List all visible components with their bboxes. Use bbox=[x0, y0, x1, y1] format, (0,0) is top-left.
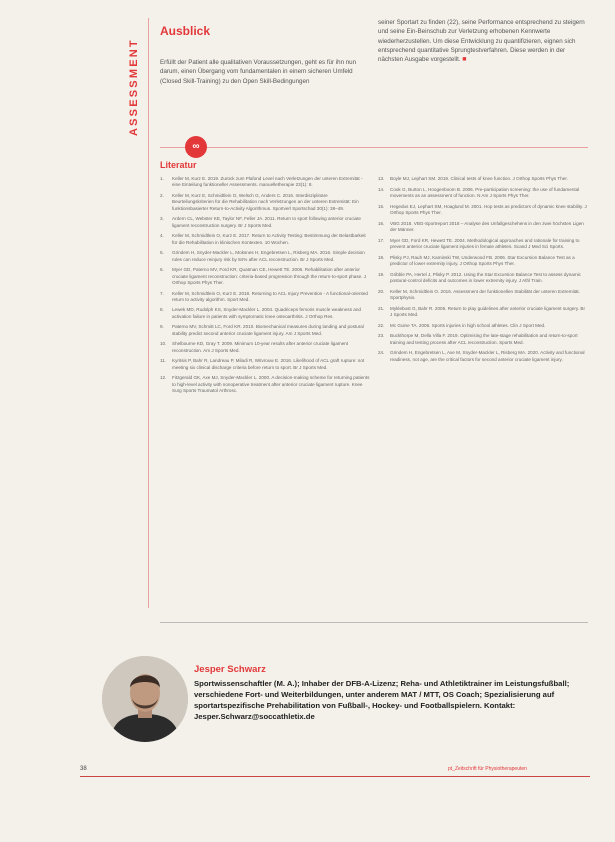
reference-text: Myer GD, Paterno MV, Ford KR, Quatman CE, Hewett TE. 2006. Rehabilitation after anterior cruciate ligament reconstruction: criteria-based progression through the return-to-sport phase. J Orthop Sports Phys Ther. bbox=[172, 267, 367, 285]
reference-number: 13. bbox=[378, 176, 385, 181]
reference-number: 20. bbox=[378, 288, 385, 294]
reference-item bbox=[378, 306, 588, 319]
reference-number: 8. bbox=[160, 307, 164, 313]
body-text-right-content: seiner Sportart zu finden (22), seine Performance entsprechend zu steigern und seine Ein-Beinschub zur Verletzung erhobenen Kennwerte wiederherzustellen. Um diese Entwicklung zu quantifizieren, eignen sich entsprechend quantitative Sprungtestverfahren. Diese werden in der nächsten Ausgabe vorgestellt. bbox=[378, 19, 585, 64]
section-label: ASSESSMENT bbox=[128, 38, 140, 137]
reference-number: 1. bbox=[160, 176, 164, 181]
reference-item bbox=[378, 289, 588, 302]
reference-text: Hegedus EJ, Lephart SM, Hoaglund M. 2001. Hop tests as predictors of dynamic knee stability. J Orthop Sports Phys Ther. bbox=[390, 203, 587, 215]
person-icon bbox=[102, 656, 188, 742]
reference-number: 15. bbox=[378, 203, 385, 209]
reference-text: Kyritsis P, Bahr R, Landreau P, Miladi R, Witvrouw E. 2016. Likelihood of ACL graft rupture: not meeting six clinical discharge criteria before return to sport. Br J Sports Med. bbox=[172, 358, 365, 370]
reference-item bbox=[378, 238, 588, 251]
reference-item bbox=[160, 250, 370, 263]
reference-text: Myklebust G, Bahr R. 2005. Return to play guidelines after anterior cruciate ligament surgery. Br J Sports Med. bbox=[390, 305, 585, 317]
reference-text: Keller M, Schmidtlein O. 2016. Assessment der funktionellen Stabilität der unteren Extremität. Sportphysio. bbox=[390, 288, 580, 300]
reference-item bbox=[378, 272, 588, 285]
reference-text: Ardern CL, Webster KE, Taylor NF, Feller JA. 2011. Return to sport following anterior cruciate ligament reconstruction surgery. Br J Sports Med. bbox=[172, 216, 361, 228]
body-text-left-content: Erfüllt der Patient alle qualitativen Voraussetzungen, geht es für ihn nun darum, einen Übergang vom fundamentalen in einem sicheren Umfeld (Closed Skill-Training) zu den Open Skill-Bedingungen bbox=[160, 59, 357, 85]
reference-item bbox=[160, 307, 370, 320]
section-heading: Ausblick bbox=[160, 24, 211, 38]
reference-number: 11. bbox=[160, 358, 167, 364]
reference-number: 18. bbox=[378, 254, 385, 260]
reference-text: Buckthorpe M, Della Villa F. 2019. Optimising the late-stage rehabilitation and return-to-sport training and testing process after ACL reconstruction. Sports Med. bbox=[390, 333, 578, 345]
reference-text: Gribble PA, Hertel J, Plisky P. 2012. Using the Star Excursion Balance Test to assess dynamic postural-control deficits and outcomes in lower extremity injury. J Athl Train. bbox=[390, 271, 581, 283]
reference-text: Cook G, Burton L, Hoogenboom B. 2006. Pre-participation screening: the use of fundamental movements as an assessment of function. N Am J Sports Phys Ther. bbox=[390, 186, 580, 198]
section-divider bbox=[148, 18, 149, 608]
reference-item bbox=[378, 323, 588, 329]
reference-item bbox=[160, 176, 370, 189]
reference-text: Shelbourne KD, Gray T. 2009. Minimum 10-year results after anterior cruciate ligament reconstruction. Am J Sports Med. bbox=[172, 341, 349, 353]
author-name: Jesper Schwarz bbox=[194, 664, 266, 675]
reference-text: VBG 2018. VBG-Sportreport 2018 – Analyse des Unfallgeschehens in den zwei höchsten Ligen der Männer. bbox=[390, 220, 584, 232]
references-end-rule bbox=[160, 622, 588, 623]
reference-number: 23. bbox=[378, 333, 385, 339]
end-mark-icon: ■ bbox=[462, 56, 467, 64]
reference-item bbox=[378, 333, 588, 346]
body-text-left bbox=[160, 58, 368, 86]
reference-item bbox=[378, 255, 588, 268]
author-photo bbox=[102, 656, 188, 742]
references-right bbox=[378, 176, 588, 367]
reference-item bbox=[160, 341, 370, 354]
reference-number: 3. bbox=[160, 216, 164, 222]
reference-number: 7. bbox=[160, 290, 164, 296]
reference-number: 2. bbox=[160, 192, 164, 198]
footer-rule bbox=[80, 776, 590, 777]
reference-item bbox=[378, 204, 588, 217]
reference-number: 21. bbox=[378, 305, 385, 311]
reference-item bbox=[160, 216, 370, 229]
reference-item bbox=[378, 176, 588, 182]
reference-number: 12. bbox=[160, 375, 167, 381]
reference-text: Grindem H, Engebretsen L, Axe M, Snyder-Mackler L, Risberg MA. 2020. Activity and functional readiness, not age, are the critical factors for second anterior cruciate ligament injury. bbox=[390, 350, 585, 362]
reference-number: 22. bbox=[378, 322, 385, 328]
reference-item bbox=[378, 187, 588, 200]
reference-text: Plisky PJ, Rauh MJ, Kaminski TW, Underwood FB. 2006. Star Excursion Balance Test as a predictor of lower extremity injury. J Orthop Sports Phys Ther. bbox=[390, 254, 575, 266]
page-number: 38 bbox=[80, 766, 87, 772]
reference-item bbox=[378, 221, 588, 234]
author-bio: Sportwissenschaftler (M. A.); Inhaber der DFB-A-Lizenz; Reha- und Athletiktrainer im Leistungsfußball; verschiedene Fort- und Weiterbildungen, unter anderem MAT / MTT, OS Coach; Spezialisierung auf sportartspezifische Prehabilitation von Fußball-, Hockey- und Footballspielern. Kontakt: Jesper.Schwarz@soccathletix.de bbox=[194, 679, 570, 721]
reference-item bbox=[160, 324, 370, 337]
reference-item bbox=[160, 193, 370, 212]
reference-text: Paterno MV, Schmitt LC, Ford KR. 2010. Biomechanical measures during landing and postural stability predict second anterior cruciate ligament injury. Am J Sports Med. bbox=[172, 324, 364, 336]
reference-item bbox=[160, 375, 370, 394]
reference-text: Keller M, Schmidtlein O, Kurz E. 2018. Returning to ACL Injury Prevention - A functional-oriented return to activity algorithm. Sport Med. bbox=[172, 290, 368, 302]
reference-text: Fitzgerald GK, Axe MJ, Snyder-Mackler L. 2000. A decision-making scheme for returning patients to high-level activity with nonoperative treatment after anterior cruciate ligament rupture. Knee Surg Sports Traumatol Arthrosc. bbox=[172, 375, 370, 394]
reference-text: Myer GD, Ford KR, Hewett TE. 2004. Methodological approaches and rationale for training to prevent anterior cruciate ligament injuries in female athletes. Scand J Med Sci Sports. bbox=[390, 237, 580, 249]
reference-number: 9. bbox=[160, 324, 164, 330]
reference-text: Grindem H, Snyder-Mackler L, Moksnes H, Engebretsen L, Risberg MA. 2016. Simple decision rules can reduce reinjury risk by 84% after ACL reconstruction. Br J Sports Med. bbox=[172, 250, 365, 262]
body-text-right bbox=[378, 18, 588, 64]
reference-number: 5. bbox=[160, 250, 164, 256]
reference-number: 10. bbox=[160, 341, 167, 347]
footer-source: pt_Zeitschrift für Physiotherapeuten bbox=[448, 766, 527, 772]
reference-number: 14. bbox=[378, 186, 385, 192]
reference-text: Boyle MJ, Lephart SM. 2019. Clinical tests of knee function. J Orthop Sports Phys Ther. bbox=[390, 176, 568, 181]
reference-number: 24. bbox=[378, 350, 385, 356]
reference-item bbox=[160, 267, 370, 286]
literature-heading: Literatur bbox=[160, 160, 197, 170]
reference-item bbox=[160, 358, 370, 371]
reference-number: 17. bbox=[378, 237, 385, 243]
reference-text: Keller M, Kurz E, Schmidtlein O, Welsch G, Anders C. 2016. Interdisziplinäre Beurteilungskriterien für die Rehabilitation nach Verletzungen an der unteren Extremität: Ein funktionsbasierter Return-to-Activity Algorithmus. Sportverl Sportschad 30(1): 38–49. bbox=[172, 192, 359, 211]
reference-text: Lewek MD, Rudolph KS, Snyder-Mackler L. 2004. Quadriceps femoris muscle weakness and activation failure in patients with symptomatic knee osteoarthritis. J Orthop Res. bbox=[172, 307, 361, 319]
literature-icon: ∞ bbox=[185, 136, 207, 158]
reference-number: 6. bbox=[160, 267, 164, 273]
reference-item bbox=[160, 291, 370, 304]
reference-number: 16. bbox=[378, 220, 385, 226]
literature-divider bbox=[160, 147, 588, 148]
reference-text: Keller M, Schmidtlein O, Kurz E. 2017. Return to Activity Testing: Bestimmung der Belastbarkeit für die Rehabilitation in klinischen Kontexten. 10 Wochen. bbox=[172, 233, 366, 245]
reference-item bbox=[378, 350, 588, 363]
reference-number: 19. bbox=[378, 271, 385, 277]
reference-text: Keller M, Kurz E. 2019. Zurück zum Plafond Level nach Verletzungen der unteren Extremität - eine Einteilung funktioneller Assessments. manuelletherapie 23(1): 8. bbox=[172, 176, 363, 188]
reference-number: 4. bbox=[160, 233, 164, 239]
reference-item bbox=[160, 233, 370, 246]
author-box bbox=[96, 650, 590, 750]
reference-text: Mc Guine TA. 2006. Sports injuries in high school athletes. Clin J Sport Med. bbox=[390, 322, 546, 328]
references-left bbox=[160, 176, 370, 399]
